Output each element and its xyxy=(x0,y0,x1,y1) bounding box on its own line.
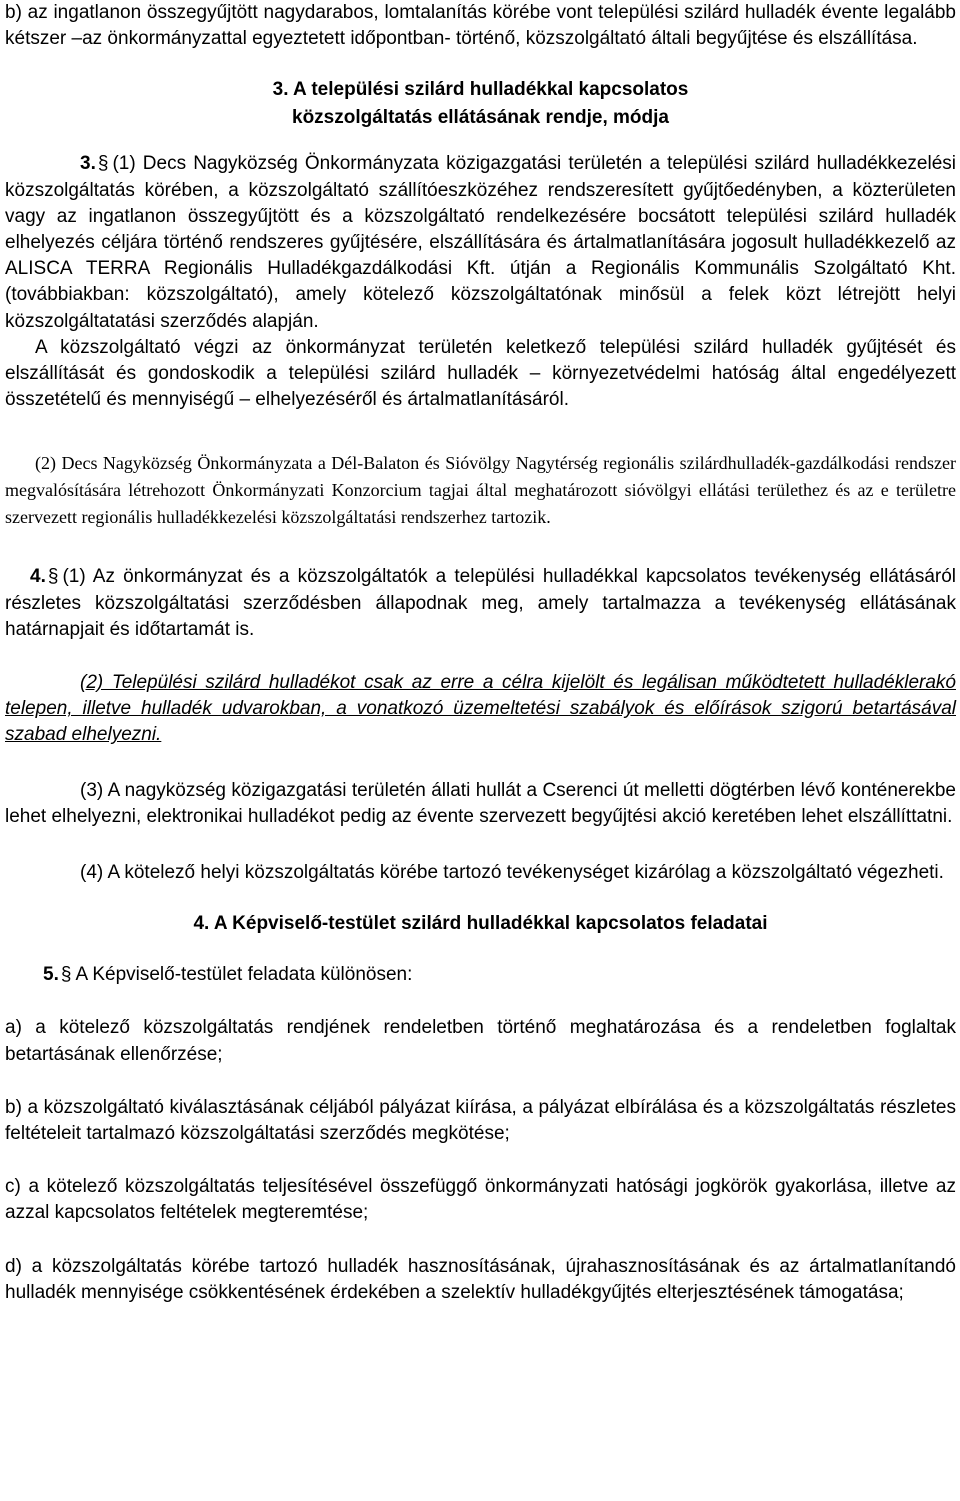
sec4-para4: (4) A kötelező helyi közszolgáltatás körébe tartozó tevékenységet kizárólag a közszolgáltató végezheti. xyxy=(80,862,944,884)
chapter3-heading-line2: közszolgáltatás ellátásának rendje, módja xyxy=(292,107,669,129)
section-symbol: § xyxy=(97,153,109,175)
sec4-para3: (3) A nagyközség közigazgatási területén állati hullát a Cserenci út melletti dögtérben lévő konténerekbe lehet elhelyezni, elektronikai hulladékot pedig az évente szervezett begyűjtési akció keretében lehet elszállíttatni. xyxy=(5,779,956,827)
sec3-para1 xyxy=(5,151,956,334)
document-page xyxy=(5,0,956,1306)
sec4-number: 4. xyxy=(30,566,46,588)
sec4-para1-text: (1) Az önkormányzat és a közszolgáltatók a települési hulladékkal kapcsolatos tevékenység ellátásáról részletes közszolgáltatási szerződésben állapodnak meg, amely tartalmazza a tevékenység ellátásának határnapjait és időtartamát is. xyxy=(5,566,956,640)
sec4-para1 xyxy=(5,564,956,643)
sec5-intro-text: A Képviselő-testület feladata különösen: xyxy=(75,964,413,986)
sec5-item-b: b) a közszolgáltató kiválasztásának céljából pályázat kiírása, a pályázat elbírálása és a közszolgáltatás részletes feltételeit tartalmazó közszolgáltatási szerződés megkötése; xyxy=(5,1096,956,1145)
section-symbol: § xyxy=(60,964,72,986)
sec3-para1-text: (1) Decs Nagyközség Önkormányzata közigazgatási területén a települési szilárd hulladékkezelési közszolgáltatás körében, a közszolgáltató szállítóeszközéhez rendszeresített gyűjtőedényben, a közterületen vagy az ingatlanon összegyűjtött és a közszolgáltató rendelkezésére bocsátott települési szilárd hulladék elhelyezés céljára történő rendszeres gyűjtésére, elszállítására és ártalmatlanítására jogosult hulladékkezelő az ALISCA TERRA Regionális Hulladékgazdálkodási Kft. útján a Regionális Kommunális Szolgáltató Kht. (továbbiakban: közszolgáltató), amely kötelező közszolgáltatónak minősül a felek közt létrejött helyi közszolgáltatatási szerződés alapján. xyxy=(5,153,956,332)
chapter3-heading xyxy=(5,76,956,132)
section-symbol: § xyxy=(47,566,59,588)
sec5-item-c: c) a kötelező közszolgáltatás teljesítésével összefüggő önkormányzati hatósági jogkörök gyakorlása, illetve az azzal kapcsolatos feltételek megteremtése; xyxy=(5,1176,956,1224)
sec3-para2: (2) Decs Nagyközség Önkormányzata a Dél-Balaton és Sióvölgy Nagytérség regionális szilárdhulladék-gazdálkodási rendszer megvalósítására létrehozott Önkormányzati Konzorcium tagjai által meghatározott sióvölgyi ellátási területhez és az e területre szervezett regionális hulladékkezelési közszolgáltatási rendszerhez tartozik. xyxy=(5,453,956,528)
intro-item-b: b) az ingatlanon összegyűjtött nagydarabos, lomtalanítás körébe vont települési szilárd hulladék évente legalább kétszer –az önkormányzattal egyeztetett időpontban- történő, közszolgáltató általi begyűjtése és elszállítása. xyxy=(5,2,956,50)
chapter4-heading: 4. A Képviselő-testület szilárd hulladékkal kapcsolatos feladatai xyxy=(193,913,768,935)
sec3-para1b: A közszolgáltató végzi az önkormányzat területén keletkező települési szilárd hulladék gyűjtését és elszállítását és gondoskodik a települési szilárd hulladék – környezetvédelmi hatóság által engedélyezett összetételű és mennyiségű – elhelyezéséről és ártalmatlanításáról. xyxy=(5,336,956,411)
sec5-number: 5. xyxy=(43,964,59,986)
sec3-number: 3. xyxy=(80,153,96,175)
chapter3-heading-line1: 3. A települési szilárd hulladékkal kapcsolatos xyxy=(272,79,689,101)
sec5-intro xyxy=(5,962,956,988)
sec5-item-a: a) a kötelező közszolgáltatás rendjének rendeletben történő meghatározása és a rendeletben foglaltak betartásának ellenőrzése; xyxy=(5,1017,956,1065)
sec4-para2: (2) Települési szilárd hulladékot csak az erre a célra kijelölt és legálisan működtetett hulladéklerakó telepen, illetve hulladék udvarokban, a vonatkozó üzemeltetési szabályok és előírások szigorú betartásával szabad elhelyezni. xyxy=(5,672,956,746)
sec5-item-d: d) a közszolgáltatás körébe tartozó hulladék hasznosításának, újrahasznosításának és az ártalmatlanítandó hulladék mennyisége csökkentésének érdekében a szelektív hulladékgyűjtés elterjesztésének támogatása; xyxy=(5,1255,956,1303)
